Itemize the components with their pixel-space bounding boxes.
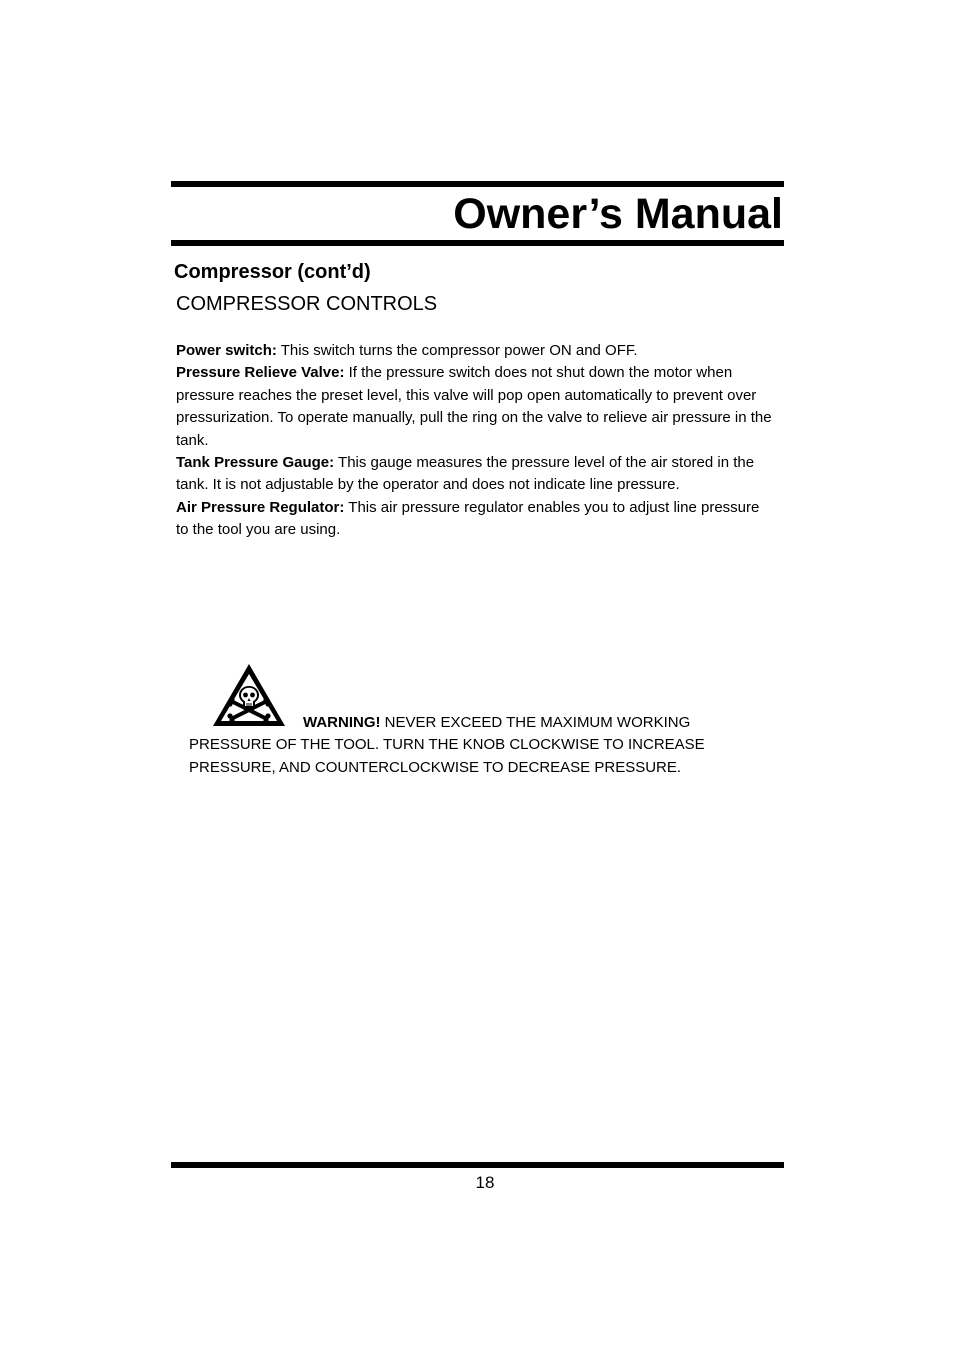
page-title: Owner’s Manual <box>453 190 783 238</box>
control-item-power-switch <box>176 340 776 362</box>
control-term: Air Pressure Regulator: <box>176 498 345 516</box>
control-term: Power switch: <box>176 342 277 359</box>
control-item-pressure-relieve-valve <box>176 362 776 452</box>
control-item-air-pressure-regulator <box>176 497 776 542</box>
control-item-tank-pressure-gauge <box>176 452 776 497</box>
page-number: 18 <box>475 1173 495 1192</box>
warning-message <box>189 712 769 779</box>
header-bottom-rule <box>171 240 784 246</box>
footer-rule <box>171 1162 784 1168</box>
warning-body: NEVER EXCEED THE MAXIMUM WORKING PRESSURE OF THE TOOL. TURN THE KNOB CLOCKWISE TO INCREASE PRESSURE, AND COUNTERCLOCKWISE TO DECREASE PRESSURE. <box>189 714 705 776</box>
header-top-rule <box>171 181 784 187</box>
control-description: This gauge measures the pressure level of the air stored in the tank. It is not adjustable by the operator and does not indicate line pressure. <box>176 454 755 494</box>
control-description: If the pressure switch does not shut down the motor when pressure reaches the preset level, this valve will pop open automatically to prevent over pressurization. To operate manually, pull the ring on the valve to relieve air pressure in the tank. <box>176 364 772 449</box>
control-term: Tank Pressure Gauge: <box>176 454 335 472</box>
controls-list <box>176 340 776 542</box>
subsection-heading: COMPRESSOR CONTROLS <box>176 293 438 315</box>
warning-label: WARNING! <box>303 714 381 731</box>
section-heading: Compressor (cont’d) <box>174 261 371 283</box>
control-term: Pressure Relieve Valve: <box>176 364 345 382</box>
control-description: This air pressure regulator enables you to adjust line pressure to the tool you are using. <box>176 498 760 539</box>
control-description: This switch turns the compressor power ON and OFF. <box>280 342 638 359</box>
